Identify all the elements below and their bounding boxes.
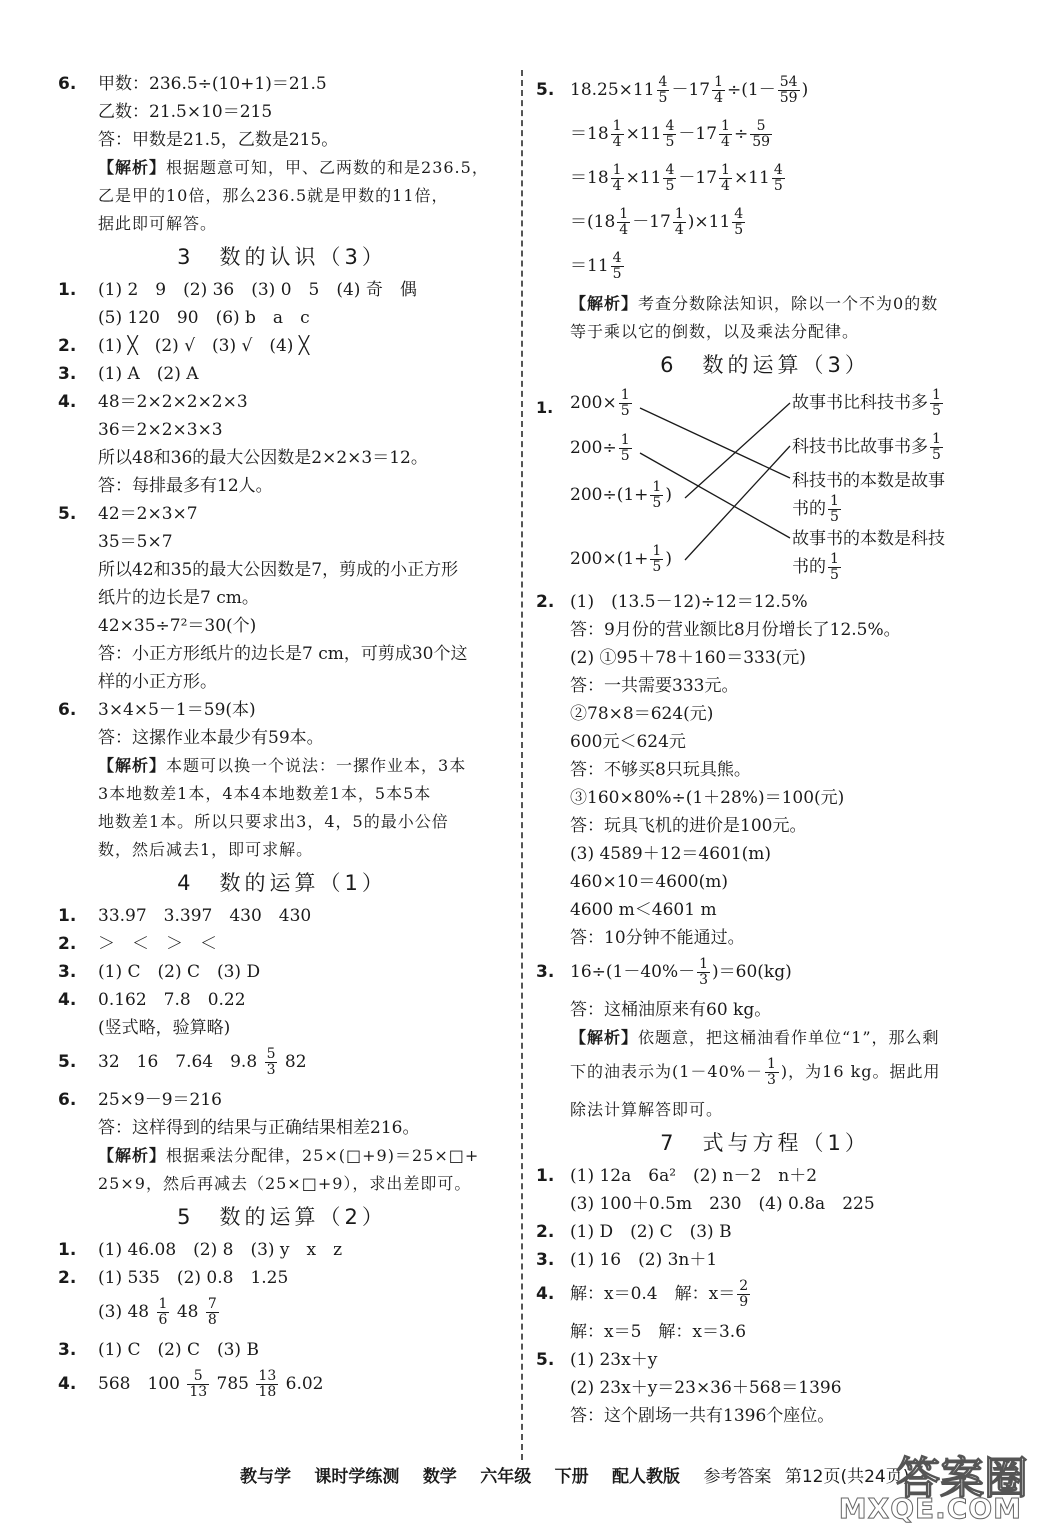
fraction: [750, 119, 772, 150]
denominator: 5: [652, 495, 662, 511]
denominator: 5: [665, 134, 675, 150]
match-text: 故事书的本数是科技: [792, 529, 945, 549]
footer-label: 参考答案: [703, 1467, 772, 1487]
answer-text: (1) 12a 6a² (2) n－2 n＋2: [570, 1166, 818, 1186]
fraction: [732, 207, 745, 238]
fraction: [663, 163, 676, 194]
fraction: [206, 1297, 219, 1328]
denominator: 59: [752, 134, 771, 150]
analysis-line: 等于乘以它的倒数，以及乘法分配律。: [570, 322, 860, 341]
fraction: [719, 119, 732, 150]
question-number: 1.: [58, 1240, 77, 1260]
fraction: [611, 251, 624, 282]
answer-line: 答：玩具飞机的进价是100元。: [570, 816, 807, 836]
numerator: 1: [620, 387, 630, 403]
answer-line: (3) 100＋0.5m 230 (4) 0.8a 225: [570, 1194, 875, 1214]
match-left-item: [570, 480, 672, 511]
match-text: 书的: [792, 499, 826, 519]
answer-line: 所以48和36的最大公因数是2×2×3＝12。: [98, 448, 428, 468]
expression-line: [540, 158, 990, 202]
analysis-tag: 【解析】: [98, 158, 167, 177]
numerator: 1: [612, 162, 622, 178]
expression-line: [540, 246, 990, 290]
question-number: 4.: [58, 990, 77, 1010]
fraction: [673, 207, 686, 238]
question-number: 2.: [536, 592, 555, 612]
analysis-text: 根据题意可知，甲、乙两数的和是236.5，: [166, 158, 489, 177]
numerator: 4: [665, 118, 675, 134]
answer-line: 答：小正方形纸片的边长是7 cm，可剪成30个这: [98, 644, 468, 664]
denominator: 5: [665, 178, 675, 194]
footer-brand: 教与学: [240, 1467, 291, 1487]
denominator: 4: [612, 134, 622, 150]
column-divider: [521, 70, 523, 1460]
numerator: 1: [767, 1056, 777, 1072]
match-text: 200÷(1+: [570, 485, 649, 505]
numerator: 2: [739, 1278, 749, 1294]
denominator: 5: [932, 403, 941, 419]
numerator: 5: [187, 1369, 209, 1385]
denominator: 3: [767, 1072, 777, 1088]
denominator: 5: [620, 448, 630, 464]
question-number: 3.: [536, 962, 555, 982]
footer-grade: 六年级: [480, 1467, 532, 1487]
section-title: 6 数的运算（3）: [660, 353, 870, 377]
question-number: 3.: [58, 1340, 77, 1360]
page-footer: [240, 1462, 909, 1487]
question-number: 6.: [58, 700, 77, 720]
expression-text: ): [801, 80, 809, 100]
left-column: [58, 70, 502, 1408]
answer-text: (1) 535 (2) 0.8 1.25: [98, 1268, 289, 1288]
numerator: 1: [714, 74, 724, 90]
answer-text: 48: [176, 1302, 199, 1322]
fraction: [157, 1297, 170, 1328]
match-right-item: [792, 432, 945, 463]
expression-text: ×11: [625, 124, 662, 144]
analysis: [62, 752, 502, 780]
answer-text: (1) C (2) C (3) B: [98, 1340, 259, 1360]
question-number: 6.: [58, 74, 77, 94]
expression-text: －17: [678, 168, 718, 188]
answer-line: 答：每排最多有12人。: [98, 476, 273, 496]
answer-text: 785: [216, 1374, 249, 1394]
answer-line: 36＝2×2×3×3: [98, 420, 223, 440]
denominator: 4: [619, 222, 629, 238]
section-title: 3 数的认识（3）: [177, 245, 387, 269]
analysis-line: 3本地数差1本，4本4本地数差1本，5本5本: [98, 784, 432, 803]
section-title: 7 式与方程（1）: [660, 1131, 870, 1155]
denominator: 6: [158, 1312, 168, 1328]
analysis: [62, 154, 502, 182]
numerator: 1: [652, 479, 662, 495]
fraction: [265, 1047, 278, 1078]
question-number: 4.: [58, 1374, 77, 1394]
matching-diagram: [536, 387, 990, 588]
match-left-item: [570, 433, 634, 464]
question-number: 5.: [58, 1052, 77, 1072]
analysis-line: [540, 1052, 990, 1096]
question-number: 2.: [536, 1222, 555, 1242]
match-text: 故事书比科技书多: [792, 393, 928, 413]
denominator: 5: [612, 266, 622, 282]
numerator: 1: [652, 543, 662, 559]
answer-text: 48＝2×2×2×2×3: [98, 392, 248, 412]
fraction: [765, 1057, 779, 1088]
fraction: [663, 119, 676, 150]
answer-text: 42＝2×3×7: [98, 504, 198, 524]
analysis-line: 地数差1本。所以只要求出3，4，5的最小公倍: [98, 812, 449, 831]
denominator: 4: [612, 178, 622, 194]
match-text: 200×(1+: [570, 549, 649, 569]
fraction: [778, 75, 800, 106]
numerator: 4: [658, 74, 668, 90]
analysis-text: 下的油表示为(1－40%－: [570, 1062, 763, 1081]
analysis-tag: 【解析】: [570, 294, 639, 313]
match-right-item: [792, 388, 945, 419]
numerator: 1: [612, 118, 622, 134]
answer-line: (3) 4589＋12＝4601(m): [570, 844, 772, 864]
denominator: 5: [652, 559, 662, 575]
analysis-line: 25×9，然后再减去（25×□+9），求出差即可。: [98, 1174, 472, 1193]
answer-text: 32 16 7.64 9.8: [98, 1052, 258, 1072]
denominator: 5: [830, 567, 839, 583]
denominator: 4: [721, 178, 730, 194]
answer-line: 答：这摞作业本最少有59本。: [98, 728, 324, 748]
numerator: 1: [932, 431, 941, 447]
answer-line: 600元＜624元: [570, 732, 686, 752]
analysis-text: 根据乘法分配律，25×(□+9)＝25×□+: [166, 1146, 480, 1165]
question-number: 2.: [58, 1268, 77, 1288]
answer-line: 答：这桶油原来有60 kg。: [570, 1000, 772, 1020]
answer-line: 460×10＝4600(m): [570, 872, 728, 892]
denominator: 4: [674, 222, 684, 238]
answer-text: (1) 16 (2) 3n＋1: [570, 1250, 718, 1270]
question-number: 5.: [536, 1350, 555, 1370]
analysis-tag: 【解析】: [98, 1146, 167, 1165]
fraction: [719, 163, 732, 194]
answer-line: 35＝5×7: [98, 532, 173, 552]
question-number: 5.: [536, 80, 555, 100]
answer-text: 33.97 3.397 430 430: [98, 906, 312, 926]
numerator: 1: [932, 387, 941, 403]
expression-text: )×11: [687, 212, 731, 232]
numerator: 1: [699, 956, 709, 972]
fraction: [712, 75, 725, 106]
denominator: 5: [773, 178, 783, 194]
fraction: [828, 552, 841, 583]
expression-text: 18.25×11: [570, 80, 655, 100]
question-number: 5.: [58, 504, 77, 524]
answer-text: (1) 2 9 (2) 36 (3) 0 5 (4) 奇 偶: [98, 280, 417, 300]
fraction: [930, 388, 943, 419]
match-text: ): [665, 485, 672, 505]
fraction: [657, 75, 670, 106]
question-number: 3.: [536, 1250, 555, 1270]
answer-line: 所以42和35的最大公因数是7，剪成的小正方形: [98, 560, 459, 580]
question-number: 1.: [536, 1166, 555, 1186]
section-title: 4 数的运算（1）: [177, 871, 387, 895]
answer-text: (1) A (2) A: [98, 364, 199, 384]
denominator: 3: [266, 1062, 276, 1078]
numerator: 1: [721, 118, 730, 134]
denominator: 5: [734, 222, 744, 238]
match-line: [640, 408, 790, 478]
answer-line: 答：10分钟不能通过。: [570, 928, 745, 948]
answer-text: 82: [284, 1052, 307, 1072]
fraction: [772, 163, 785, 194]
match-right-item: [792, 526, 945, 583]
analysis-tag: 【解析】: [570, 1028, 639, 1047]
denominator: 59: [779, 90, 798, 106]
answer-line: 解：x＝5 解：x＝3.6: [570, 1322, 747, 1342]
numerator: 1: [674, 206, 684, 222]
answer-line: (5) 120 90 (6) b a c: [98, 308, 310, 328]
match-text: 200×: [570, 393, 617, 413]
expression-text: －17: [671, 80, 711, 100]
fraction: [256, 1369, 278, 1400]
match-text: 科技书比故事书多: [792, 437, 928, 457]
answer-line: 答：这样得到的结果与正确结果相差216。: [98, 1118, 420, 1138]
answer-text: (1) C (2) C (3) D: [98, 962, 261, 982]
match-left-item: [570, 388, 634, 419]
answer-text: 解：x＝0.4 解：x＝: [570, 1284, 736, 1304]
answer-line: 纸片的边长是7 cm。: [98, 588, 259, 608]
footer-subject: 数学: [422, 1467, 457, 1487]
analysis-text: 依题意，把这桶油看作单位“1”，那么剩: [638, 1028, 940, 1047]
question-number: 1.: [58, 280, 77, 300]
question-number: 4.: [536, 1284, 555, 1304]
answer-text: 0.162 7.8 0.22: [98, 990, 246, 1010]
analysis-line: 除法计算解答即可。: [570, 1100, 724, 1119]
numerator: 4: [773, 162, 783, 178]
numerator: 1: [619, 206, 629, 222]
analysis: [540, 290, 990, 318]
answer-line: 42×35÷7²＝30(个): [98, 616, 257, 636]
match-left-item: [570, 544, 672, 575]
fraction: [619, 433, 632, 464]
answer-line: 答：不够买8只玩具熊。: [570, 760, 751, 780]
answer-text: (1) (13.5－12)÷12＝12.5%: [570, 592, 808, 612]
answer-text: (3) 48: [98, 1302, 150, 1322]
expression-line: [540, 202, 990, 246]
fraction: [930, 432, 943, 463]
denominator: 4: [721, 134, 730, 150]
answer-text: (1) 46.08 (2) 8 (3) y x z: [98, 1240, 343, 1260]
match-line: [685, 403, 790, 498]
question-number: 3.: [58, 962, 77, 982]
match-line: [685, 446, 790, 560]
answer-line: 样的小正方形。: [98, 672, 217, 692]
fraction: [611, 163, 624, 194]
fraction: [619, 388, 632, 419]
denominator: 5: [658, 90, 668, 106]
denominator: 5: [620, 403, 630, 419]
answer-text: (1) 23x＋y: [570, 1350, 658, 1370]
numerator: 4: [734, 206, 744, 222]
numerator: 4: [612, 250, 622, 266]
expression-text: －17: [678, 124, 718, 144]
denominator: 5: [932, 447, 941, 463]
answer-text: (1) ╳ (2) √ (3) √ (4) ╳: [98, 336, 310, 356]
denominator: 4: [714, 90, 724, 106]
numerator: 1: [830, 551, 839, 567]
question-number: 1.: [536, 398, 554, 417]
answer-text: 16÷(1－40%－: [570, 962, 696, 982]
numerator: 4: [665, 162, 675, 178]
expression-text: ÷: [733, 124, 749, 144]
answer-line: 答：这个剧场一共有1396个座位。: [570, 1406, 835, 1426]
analysis-line: 据此即可解答。: [98, 214, 218, 233]
answer-line: 4600 m＜4601 m: [570, 900, 717, 920]
answer-line: 乙数：21.5×10＝215: [98, 102, 273, 122]
numerator: 1: [620, 432, 630, 448]
analysis: [540, 1024, 990, 1052]
answer-text: 3×4×5－1＝59(本): [98, 700, 256, 720]
answer-line: (2) 23x＋y＝23×36＋568＝1396: [570, 1378, 842, 1398]
footer-volume: 下册: [554, 1467, 589, 1487]
answer-text: )＝60(kg): [712, 962, 792, 982]
question-number: 2.: [58, 934, 77, 954]
answer-line: (竖式略，验算略): [98, 1018, 231, 1038]
answer-text: 25×9－9＝216: [98, 1090, 222, 1110]
match-right-item: [792, 468, 945, 525]
footer-series: 课时学练测: [314, 1467, 400, 1487]
numerator: 13: [258, 1368, 277, 1384]
answer-line: [62, 1292, 502, 1336]
fraction: [650, 544, 663, 575]
answer-line: (2) ①95＋78＋160＝333(元): [570, 648, 806, 668]
match-text: 科技书的本数是故事: [792, 471, 945, 491]
expression-text: ×11: [625, 168, 662, 188]
fraction: [737, 1279, 750, 1310]
answer-line: 答：甲数是21.5，乙数是215。: [98, 130, 339, 150]
analysis-text: )，为16 kg。据此用: [780, 1062, 941, 1081]
numerator: 1: [721, 162, 730, 178]
analysis-line: 数，然后减去1，即可求解。: [98, 840, 314, 859]
question-number: 3.: [58, 364, 77, 384]
answer-text: 6.02: [285, 1374, 324, 1394]
analysis-line: 乙是甲的10倍，那么236.5就是甲数的11倍，: [98, 186, 449, 205]
answer-line: 答：9月份的营业额比8月份增长了12.5%。: [570, 620, 901, 640]
match-text: ): [665, 549, 672, 569]
numerator: 5: [750, 119, 772, 135]
analysis: [62, 1142, 502, 1170]
expression-text: ＝18: [570, 124, 609, 144]
answer-line: 答：一共需要333元。: [570, 676, 739, 696]
analysis-tag: 【解析】: [98, 756, 167, 775]
fraction: [187, 1369, 209, 1400]
answer-text: (1) D (2) C (3) B: [570, 1222, 732, 1242]
numerator: 7: [207, 1296, 217, 1312]
footer-edition: 配人教版: [612, 1467, 681, 1487]
analysis-text: 考查分数除法知识，除以一个不为0的数: [638, 294, 939, 313]
expression-text: ÷(1－: [727, 80, 776, 100]
watermark-text: 答案圈: [896, 1453, 1028, 1504]
question-number: 2.: [58, 336, 77, 356]
expression-text: ＝(18: [570, 212, 616, 232]
denominator: 3: [699, 972, 709, 988]
expression-text: ＝11: [570, 256, 609, 276]
fraction: [650, 480, 663, 511]
page-number: 第12页(共24页): [784, 1467, 910, 1487]
question-number: 1.: [58, 906, 77, 926]
answer-text: 568 100: [98, 1374, 180, 1394]
match-text: 200÷: [570, 438, 617, 458]
expression-line: [540, 114, 990, 158]
fraction: [611, 119, 624, 150]
denominator: 9: [739, 1294, 749, 1310]
denominator: 8: [207, 1312, 217, 1328]
answer-text: 甲数：236.5÷(10+1)＝21.5: [98, 74, 327, 94]
fraction: [697, 957, 710, 988]
question-number: 6.: [58, 1090, 77, 1110]
numerator: 5: [266, 1046, 276, 1062]
answer-text: ＞ ＜ ＞ ＜: [98, 934, 217, 954]
expression-text: ＝18: [570, 168, 609, 188]
answer-line: ②78×8＝624(元): [570, 704, 714, 724]
numerator: 54: [779, 74, 798, 90]
numerator: 1: [830, 493, 839, 509]
section-title: 5 数的运算（2）: [177, 1205, 387, 1229]
fraction: [617, 207, 630, 238]
numerator: 1: [158, 1296, 168, 1312]
watermark-url: MXQE.COM: [838, 1492, 1022, 1525]
answer-line: [58, 70, 502, 98]
denominator: 5: [830, 509, 839, 525]
fraction: [828, 494, 841, 525]
analysis-text: 本题可以换一个说法：一摞作业本，3本: [166, 756, 467, 775]
expression-text: ×11: [733, 168, 770, 188]
right-column: [536, 70, 990, 1430]
expression-text: －17: [632, 212, 671, 232]
question-number: 4.: [58, 392, 77, 412]
denominator: 13: [189, 1384, 208, 1400]
answer-line: ③160×80%÷(1＋28%)＝100(元): [570, 788, 845, 808]
match-text: 书的: [792, 557, 826, 577]
denominator: 18: [258, 1384, 277, 1400]
